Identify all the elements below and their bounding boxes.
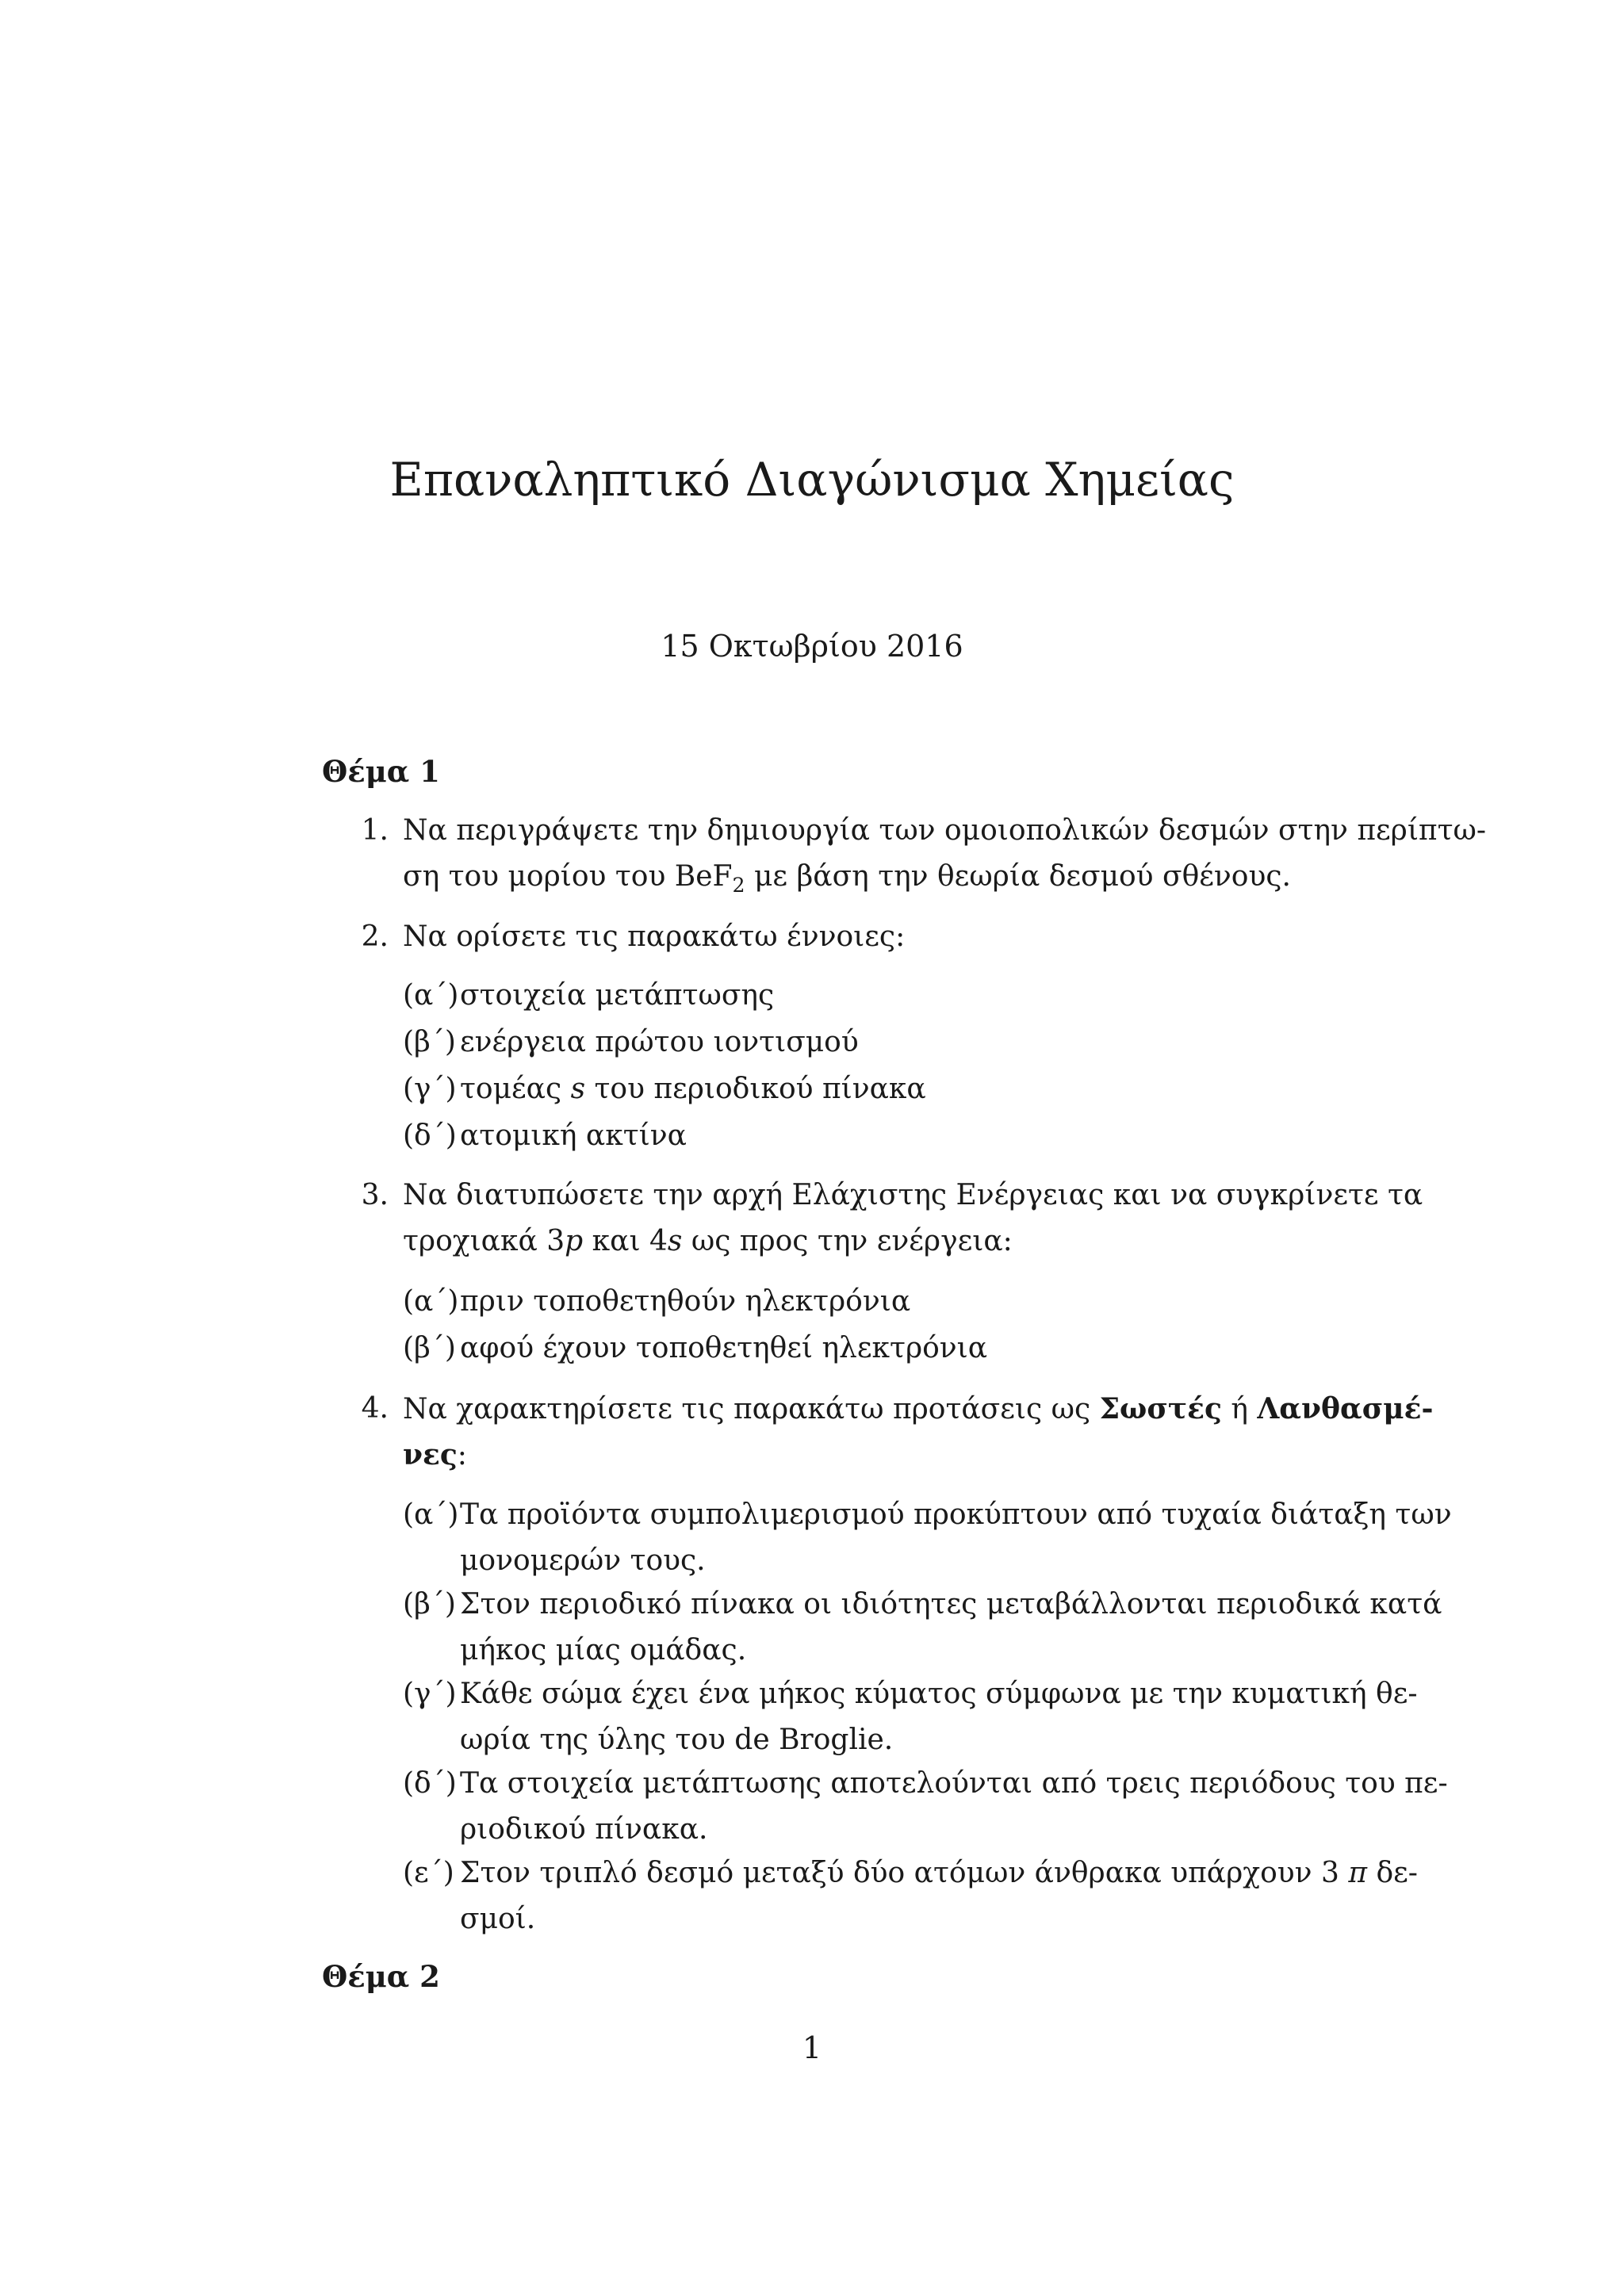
sub-item-label: (γ΄) xyxy=(403,1678,457,1710)
question-text-line: Να ορίσετε τις παρακάτω έννοιες: xyxy=(403,920,906,953)
sub-item-label: (α΄) xyxy=(403,979,459,1012)
question-number: 2. xyxy=(361,920,389,953)
sub-item-label: (α΄) xyxy=(403,1498,459,1531)
sub-item-text: στοιχεία μετάπτωσης xyxy=(460,979,775,1012)
sub-item-label: (ε΄) xyxy=(403,1857,454,1889)
question-number: 1. xyxy=(361,814,389,847)
sub-item-label: (β΄) xyxy=(403,1588,456,1621)
sub-item-text: μήκος μίας ομάδας. xyxy=(460,1634,747,1667)
sub-item-text: Στον περιοδικό πίνακα οι ιδιότητες μεταβάλλονται περιοδικά κατά xyxy=(460,1588,1442,1621)
question-text-line: ση του μορίου του BeF$_2$ με βάση την θεωρία δεσμού σθένους. xyxy=(403,860,1291,897)
sub-item-text: Στον τριπλό δεσμό μεταξύ δύο ατόμων άνθρακα υπάρχουν 3 π δε- xyxy=(460,1857,1418,1889)
sub-item-text: τομέας s του περιοδικού πίνακα xyxy=(460,1073,926,1105)
sub-item-text: ριοδικού πίνακα. xyxy=(460,1813,708,1846)
page-number: 1 xyxy=(802,2030,822,2065)
question-text-line: τροχιακά 3p και 4s ως προς την ενέργεια: xyxy=(403,1225,1013,1257)
sub-item-label: (α΄) xyxy=(403,1285,459,1318)
section-heading-thema-2: Θέμα 2 xyxy=(322,1959,440,1994)
sub-item-text: ωρία της ύλης του de Broglie. xyxy=(460,1724,894,1756)
sub-item-text: πριν τοποθετηθούν ηλεκτρόνια xyxy=(460,1285,911,1318)
sub-item-label: (β΄) xyxy=(403,1026,456,1058)
sub-item-text: ενέργεια πρώτου ιοντισμού xyxy=(460,1026,859,1058)
sub-item-label: (δ΄) xyxy=(403,1767,457,1800)
sub-item-label: (β΄) xyxy=(403,1332,456,1364)
sub-item-text: Τα προϊόντα συμπολιμερισμού προκύπτουν από τυχαία διάταξη των xyxy=(460,1498,1452,1531)
sub-item-label: (γ΄) xyxy=(403,1073,457,1105)
question-text-line: Να χαρακτηρίσετε τις παρακάτω προτάσεις ως Σωστές ή Λανθασμέ- xyxy=(403,1392,1434,1425)
sub-item-label: (δ΄) xyxy=(403,1119,457,1152)
question-text-line: Να περιγράψετε την δημιουργία των ομοιοπολικών δεσμών στην περίπτω- xyxy=(403,814,1487,847)
sub-item-text: σμοί. xyxy=(460,1903,536,1935)
section-heading-thema-1: Θέμα 1 xyxy=(322,754,440,789)
document-title: Επαναληπτικό Διαγώνισμα Χημείας xyxy=(389,453,1235,507)
sub-item-text: μονομερών τους. xyxy=(460,1544,706,1577)
question-text-line: νες: xyxy=(403,1438,467,1471)
question-text-line: Να διατυπώσετε την αρχή Ελάχιστης Ενέργειας και να συγκρίνετε τα xyxy=(403,1179,1423,1211)
question-number: 4. xyxy=(361,1392,389,1425)
sub-item-text: Τα στοιχεία μετάπτωσης αποτελούνται από τρεις περιόδους του πε- xyxy=(460,1767,1448,1800)
sub-item-text: ατομική ακτίνα xyxy=(460,1119,687,1152)
question-number: 3. xyxy=(361,1179,389,1211)
document-date: 15 Οκτωβρίου 2016 xyxy=(661,629,963,664)
sub-item-text: αφού έχουν τοποθετηθεί ηλεκτρόνια xyxy=(460,1332,988,1364)
sub-item-text: Κάθε σώμα έχει ένα μήκος κύματος σύμφωνα με την κυματική θε- xyxy=(460,1678,1418,1710)
